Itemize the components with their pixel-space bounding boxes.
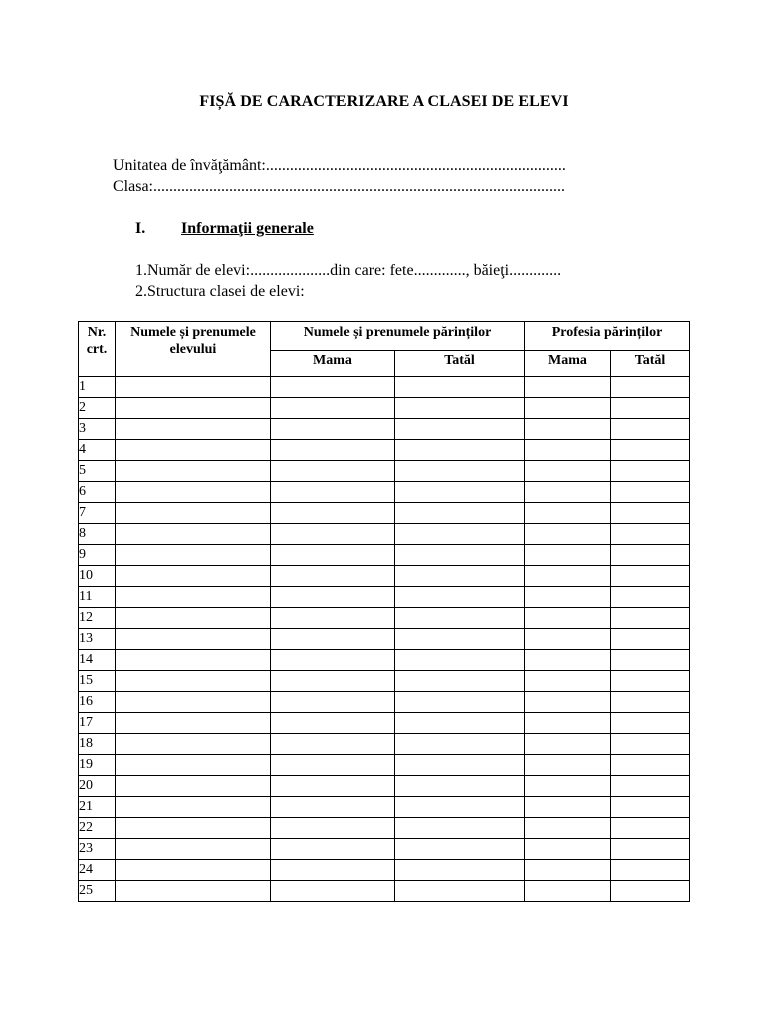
- cell-nume-elev[interactable]: [116, 860, 271, 881]
- cell-nume-tatal[interactable]: [395, 377, 525, 398]
- cell-nume-mama[interactable]: [271, 587, 395, 608]
- cell-nume-elev[interactable]: [116, 524, 271, 545]
- cell-nume-tatal[interactable]: [395, 524, 525, 545]
- clasa-field-line: Clasa:.......................................................................................................: [113, 178, 565, 195]
- cell-nume-tatal[interactable]: [395, 440, 525, 461]
- table-header-row: [79, 322, 690, 351]
- cell-nume-tatal[interactable]: [395, 461, 525, 482]
- table-row: [79, 608, 690, 629]
- section-number: I.: [135, 220, 146, 237]
- cell-profesia-tatal[interactable]: [611, 713, 690, 734]
- cell-nume-mama[interactable]: [271, 671, 395, 692]
- cell-nume-mama[interactable]: [271, 440, 395, 461]
- cell-profesia-tatal[interactable]: [611, 377, 690, 398]
- cell-profesia-mama[interactable]: [525, 755, 611, 776]
- cell-profesia-tatal[interactable]: [611, 797, 690, 818]
- row-number: 1: [79, 377, 116, 398]
- cell-profesia-mama[interactable]: [525, 650, 611, 671]
- cell-nume-tatal[interactable]: [395, 587, 525, 608]
- cell-nume-elev[interactable]: [116, 839, 271, 860]
- table-row: [79, 419, 690, 440]
- unitate-field-line: Unitatea de învăţământ:...........................................................................: [113, 157, 566, 174]
- table-row: [79, 818, 690, 839]
- cell-profesia-mama[interactable]: [525, 734, 611, 755]
- cell-nume-mama[interactable]: [271, 650, 395, 671]
- cell-profesia-tatal[interactable]: [611, 692, 690, 713]
- cell-nume-tatal[interactable]: [395, 419, 525, 440]
- row-number: 17: [79, 713, 116, 734]
- cell-nume-tatal[interactable]: [395, 713, 525, 734]
- cell-nume-mama[interactable]: [271, 608, 395, 629]
- cell-nume-tatal[interactable]: [395, 398, 525, 419]
- cell-nume-elev[interactable]: [116, 818, 271, 839]
- cell-profesia-tatal[interactable]: [611, 461, 690, 482]
- cell-profesia-mama[interactable]: [525, 398, 611, 419]
- cell-nume-elev[interactable]: [116, 692, 271, 713]
- cell-nume-mama[interactable]: [271, 503, 395, 524]
- cell-nume-tatal[interactable]: [395, 629, 525, 650]
- cell-nume-elev[interactable]: [116, 440, 271, 461]
- cell-nume-mama[interactable]: [271, 482, 395, 503]
- table-row: [79, 776, 690, 797]
- cell-profesia-mama[interactable]: [525, 524, 611, 545]
- header-profesia-tatal: Tatăl: [611, 351, 690, 377]
- table-row: [79, 692, 690, 713]
- table-row: [79, 566, 690, 587]
- cell-nume-tatal[interactable]: [395, 545, 525, 566]
- cell-profesia-tatal[interactable]: [611, 419, 690, 440]
- table-row: [79, 650, 690, 671]
- cell-nume-elev[interactable]: [116, 482, 271, 503]
- cell-nume-mama[interactable]: [271, 629, 395, 650]
- cell-nume-mama[interactable]: [271, 461, 395, 482]
- table-row: [79, 587, 690, 608]
- cell-profesia-mama[interactable]: [525, 671, 611, 692]
- cell-nume-tatal[interactable]: [395, 776, 525, 797]
- cell-nume-tatal[interactable]: [395, 503, 525, 524]
- cell-nume-elev[interactable]: [116, 797, 271, 818]
- cell-profesia-mama[interactable]: [525, 713, 611, 734]
- header-nr-crt: Nr. crt.: [79, 322, 116, 377]
- cell-profesia-tatal[interactable]: [611, 440, 690, 461]
- cell-profesia-mama[interactable]: [525, 377, 611, 398]
- cell-profesia-mama[interactable]: [525, 776, 611, 797]
- cell-nume-mama[interactable]: [271, 419, 395, 440]
- cell-nume-elev[interactable]: [116, 713, 271, 734]
- cell-profesia-tatal[interactable]: [611, 881, 690, 902]
- cell-profesia-mama[interactable]: [525, 461, 611, 482]
- students-table: [78, 321, 690, 902]
- cell-profesia-mama[interactable]: [525, 545, 611, 566]
- header-profesia-parinti: Profesia părinților: [525, 322, 690, 351]
- row-number: 15: [79, 671, 116, 692]
- row-number: 8: [79, 524, 116, 545]
- cell-profesia-mama[interactable]: [525, 629, 611, 650]
- cell-nume-mama[interactable]: [271, 692, 395, 713]
- row-number: 22: [79, 818, 116, 839]
- cell-nume-elev[interactable]: [116, 629, 271, 650]
- header-nume-parinti: Numele și prenumele părinților: [271, 322, 525, 351]
- cell-profesia-tatal[interactable]: [611, 545, 690, 566]
- row-number: 16: [79, 692, 116, 713]
- cell-nume-tatal[interactable]: [395, 839, 525, 860]
- cell-profesia-mama[interactable]: [525, 566, 611, 587]
- cell-profesia-tatal[interactable]: [611, 671, 690, 692]
- header-nume-mama: Mama: [271, 351, 395, 377]
- cell-nume-elev[interactable]: [116, 755, 271, 776]
- table-row: [79, 545, 690, 566]
- cell-profesia-tatal[interactable]: [611, 482, 690, 503]
- header-profesia-mama: Mama: [525, 351, 611, 377]
- row-number: 4: [79, 440, 116, 461]
- row-number: 18: [79, 734, 116, 755]
- cell-nume-tatal[interactable]: [395, 482, 525, 503]
- cell-profesia-mama[interactable]: [525, 419, 611, 440]
- table-row: [79, 671, 690, 692]
- row-number: 12: [79, 608, 116, 629]
- cell-profesia-mama[interactable]: [525, 881, 611, 902]
- cell-nume-elev[interactable]: [116, 461, 271, 482]
- row-number: 2: [79, 398, 116, 419]
- table-row: [79, 860, 690, 881]
- row-number: 19: [79, 755, 116, 776]
- cell-nume-mama[interactable]: [271, 566, 395, 587]
- cell-nume-tatal[interactable]: [395, 671, 525, 692]
- cell-nume-elev[interactable]: [116, 587, 271, 608]
- cell-profesia-tatal[interactable]: [611, 629, 690, 650]
- cell-nume-elev[interactable]: [116, 503, 271, 524]
- cell-profesia-tatal[interactable]: [611, 566, 690, 587]
- cell-profesia-tatal[interactable]: [611, 503, 690, 524]
- cell-nume-tatal[interactable]: [395, 650, 525, 671]
- cell-nume-tatal[interactable]: [395, 818, 525, 839]
- table-row: [79, 440, 690, 461]
- cell-profesia-tatal[interactable]: [611, 776, 690, 797]
- structura-clasei-line: 2.Structura clasei de elevi:: [135, 283, 305, 300]
- table-row: [79, 461, 690, 482]
- row-number: 25: [79, 881, 116, 902]
- cell-profesia-tatal[interactable]: [611, 755, 690, 776]
- cell-profesia-tatal[interactable]: [611, 839, 690, 860]
- section-title: Informaţii generale: [181, 220, 314, 237]
- cell-profesia-mama[interactable]: [525, 482, 611, 503]
- row-number: 23: [79, 839, 116, 860]
- cell-nume-tatal[interactable]: [395, 692, 525, 713]
- cell-profesia-mama[interactable]: [525, 818, 611, 839]
- cell-nume-tatal[interactable]: [395, 755, 525, 776]
- cell-profesia-mama[interactable]: [525, 503, 611, 524]
- cell-nume-elev[interactable]: [116, 419, 271, 440]
- cell-nume-elev[interactable]: [116, 734, 271, 755]
- cell-profesia-mama[interactable]: [525, 587, 611, 608]
- row-number: 11: [79, 587, 116, 608]
- cell-nume-mama[interactable]: [271, 860, 395, 881]
- cell-nume-mama[interactable]: [271, 713, 395, 734]
- cell-profesia-mama[interactable]: [525, 839, 611, 860]
- cell-nume-mama[interactable]: [271, 776, 395, 797]
- cell-profesia-tatal[interactable]: [611, 650, 690, 671]
- cell-profesia-tatal[interactable]: [611, 398, 690, 419]
- cell-profesia-mama[interactable]: [525, 797, 611, 818]
- row-number: 3: [79, 419, 116, 440]
- table-row: [79, 734, 690, 755]
- table-row: [79, 524, 690, 545]
- row-number: 6: [79, 482, 116, 503]
- cell-profesia-tatal[interactable]: [611, 860, 690, 881]
- row-number: 21: [79, 797, 116, 818]
- cell-nume-elev[interactable]: [116, 650, 271, 671]
- cell-nume-tatal[interactable]: [395, 797, 525, 818]
- table-row: [79, 503, 690, 524]
- cell-nume-mama[interactable]: [271, 545, 395, 566]
- table-row: [79, 482, 690, 503]
- cell-profesia-mama[interactable]: [525, 608, 611, 629]
- cell-nume-tatal[interactable]: [395, 566, 525, 587]
- cell-profesia-mama[interactable]: [525, 440, 611, 461]
- cell-profesia-tatal[interactable]: [611, 608, 690, 629]
- table-row: [79, 713, 690, 734]
- table-row: [79, 797, 690, 818]
- cell-nume-tatal[interactable]: [395, 860, 525, 881]
- table-row: [79, 755, 690, 776]
- cell-nume-tatal[interactable]: [395, 881, 525, 902]
- table-row: [79, 629, 690, 650]
- cell-nume-tatal[interactable]: [395, 734, 525, 755]
- numar-elevi-line: 1.Număr de elevi:....................din care: fete............., băieţi.............: [135, 262, 562, 279]
- cell-nume-tatal[interactable]: [395, 608, 525, 629]
- row-number: 9: [79, 545, 116, 566]
- cell-nume-mama[interactable]: [271, 881, 395, 902]
- cell-profesia-tatal[interactable]: [611, 587, 690, 608]
- cell-profesia-mama[interactable]: [525, 860, 611, 881]
- cell-nume-elev[interactable]: [116, 671, 271, 692]
- cell-nume-elev[interactable]: [116, 776, 271, 797]
- cell-profesia-mama[interactable]: [525, 692, 611, 713]
- cell-nume-elev[interactable]: [116, 608, 271, 629]
- row-number: 20: [79, 776, 116, 797]
- cell-nume-elev[interactable]: [116, 566, 271, 587]
- cell-nume-mama[interactable]: [271, 377, 395, 398]
- table-row: [79, 839, 690, 860]
- header-nume-tatal: Tatăl: [395, 351, 525, 377]
- cell-profesia-tatal[interactable]: [611, 734, 690, 755]
- cell-nume-mama[interactable]: [271, 755, 395, 776]
- row-number: 7: [79, 503, 116, 524]
- page-title: FIȘĂ DE CARACTERIZARE A CLASEI DE ELEVI: [199, 93, 569, 110]
- row-number: 13: [79, 629, 116, 650]
- header-nume-elev: Numele și prenumele elevului: [116, 322, 271, 377]
- row-number: 14: [79, 650, 116, 671]
- cell-nume-mama[interactable]: [271, 818, 395, 839]
- cell-nume-mama[interactable]: [271, 797, 395, 818]
- cell-nume-elev[interactable]: [116, 398, 271, 419]
- cell-nume-elev[interactable]: [116, 881, 271, 902]
- cell-profesia-tatal[interactable]: [611, 818, 690, 839]
- table-row: [79, 881, 690, 902]
- cell-nume-elev[interactable]: [116, 377, 271, 398]
- cell-nume-elev[interactable]: [116, 545, 271, 566]
- cell-nume-mama[interactable]: [271, 398, 395, 419]
- cell-nume-mama[interactable]: [271, 524, 395, 545]
- cell-profesia-tatal[interactable]: [611, 524, 690, 545]
- row-number: 24: [79, 860, 116, 881]
- table-row: [79, 377, 690, 398]
- row-number: 10: [79, 566, 116, 587]
- cell-nume-mama[interactable]: [271, 734, 395, 755]
- table-row: [79, 398, 690, 419]
- cell-nume-mama[interactable]: [271, 839, 395, 860]
- row-number: 5: [79, 461, 116, 482]
